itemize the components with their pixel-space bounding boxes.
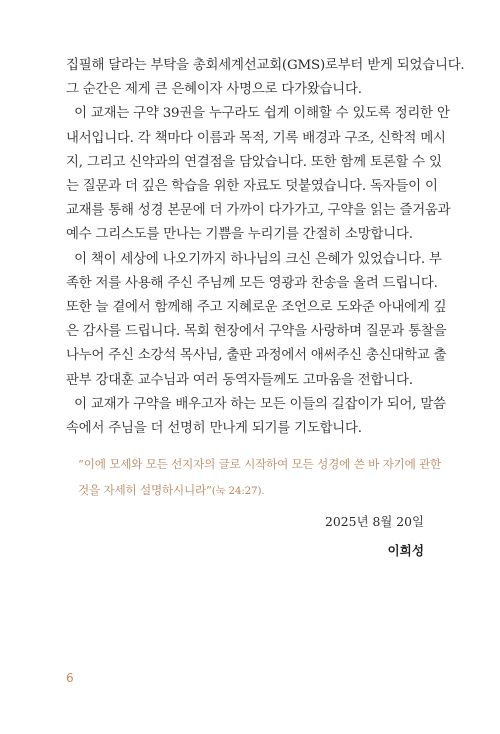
preface-body [66,54,465,441]
body-line: 나누어 주신 소강석 목사님, 출판 과정에서 애써주신 총신대학교 출 [66,348,447,364]
signature-author: 이희성 [387,543,424,558]
body-line: 지, 그리고 신약과의 연결점을 담았습니다. 또한 함께 토론할 수 있 [66,154,442,170]
body-line: 예수 그리스도를 만나는 기쁨을 누리기를 간절히 소망합니다. [66,227,413,243]
body-line: 이 책이 세상에 나오기까지 하나님의 크신 은혜가 있었습니다. 부 [66,251,442,267]
body-line: 그 순간은 제게 큰 은혜이자 사명으로 다가왔습니다. [66,82,362,98]
body-line: 족한 저를 사용해 주신 주님께 모든 영광과 찬송을 올려 드립니다. [66,275,438,291]
quote-text: 것을 자세히 설명하시니라” [78,483,212,497]
quote-line [78,477,418,504]
scripture-quote [78,451,442,504]
quote-reference: (눅 24:27). [211,485,265,497]
body-line: 또한 늘 곁에서 함께해 주고 지혜로운 조언으로 도와준 아내에게 깊 [66,300,447,316]
body-line: 교재를 통해 성경 본문에 더 가까이 다가가고, 구약을 읽는 즐거움과 [66,203,451,219]
body-line: 내서입니다. 각 책마다 이름과 목적, 기록 배경과 구조, 신학적 메시 [66,130,446,146]
body-line: 이 교재는 구약 39권을 누구라도 쉽게 이해할 수 있도록 정리한 안 [66,106,450,122]
body-line: 속에서 주님을 더 선명히 만나게 되기를 기도합니다. [66,421,362,437]
quote-line: “이에 모세와 모든 선지자의 글로 시작하여 모든 성경에 쓴 바 자기에 관한 [78,457,442,471]
body-line: 집필해 달라는 부탁을 총회세계선교회(GMS)로부터 받게 되었습니다. [66,58,465,73]
body-line: 은 감사를 드립니다. 목회 현장에서 구약을 사랑하며 질문과 통찰을 [66,324,447,340]
page-number: 6 [66,671,74,685]
signature-date: 2025년 8월 20일 [325,514,424,529]
body-line: 이 교재가 구약을 배우고자 하는 모든 이들의 길잡이가 되어, 말씀 [66,396,446,412]
body-line: 판부 강대훈 교수님과 여러 동역자들께도 고마움을 전합니다. [66,372,413,388]
body-line: 는 질문과 더 깊은 학습을 위한 자료도 덧붙였습니다. 독자들이 이 [66,179,438,195]
